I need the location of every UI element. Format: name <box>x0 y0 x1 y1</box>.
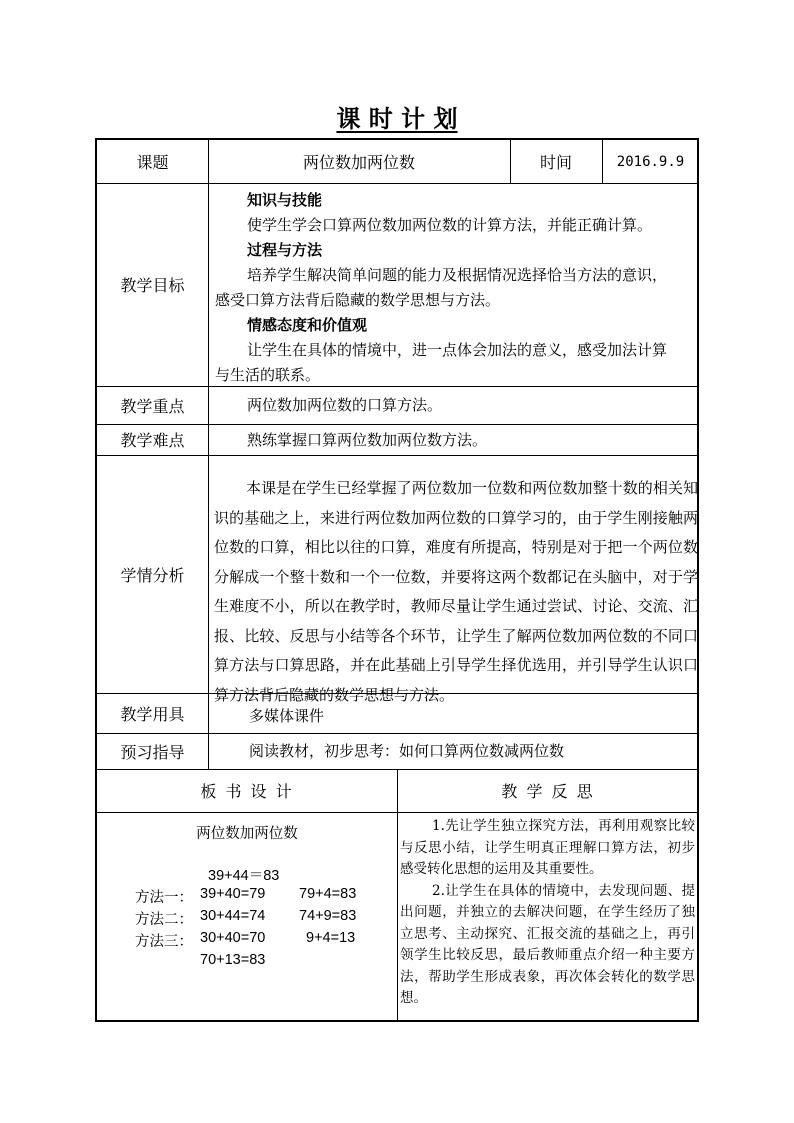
goal-text: 培养学生解决简单问题的能力及根据情况选择恰当方法的意识， <box>247 266 668 284</box>
lesson-plan-table <box>95 138 699 1022</box>
topic-value: 两位数加两位数 <box>302 153 415 172</box>
difficulty-value: 熟练掌握口算两位数加两位数方法。 <box>247 431 488 449</box>
tools-label: 教学用具 <box>120 704 185 724</box>
reflection-content <box>400 816 695 1010</box>
method-label: 方法二： <box>135 912 193 928</box>
goal-text: 使学生学会口算两位数加两位数的计算方法，并能正确计算。 <box>247 216 653 234</box>
method-step: 79+4=83 <box>299 886 357 902</box>
time-label: 时间 <box>539 153 572 172</box>
goals-label: 教学目标 <box>120 276 185 295</box>
preview-value: 阅读教材，初步思考：如何口算两位数减两位数 <box>249 742 565 760</box>
key-point-label: 教学重点 <box>120 396 185 416</box>
method-step: 74+9=83 <box>299 908 357 924</box>
reflection-header: 教 学 反 思 <box>501 782 595 801</box>
goals-content <box>215 188 695 388</box>
goal-heading: 知识与技能 <box>247 191 323 209</box>
reflection-paragraph: 2.让学生在具体的情境中，去发现问题、提出问题，并独立的去解决问题，在学生经历了独立思考、主动探究、汇报交流的基础之上，再引领学生比较反思，最后教师重点介绍一种主要方法，帮助学生形成表象，再次体会转化的数学思想。 <box>400 882 695 1006</box>
reflection-paragraph: 1.先让学生独立探究方法，再利用观察比较与反思小结，让学生明真正理解口算方法，初步感受转化思想的运用及其重要性。 <box>400 818 695 877</box>
board-title: 两位数加两位数 <box>196 826 298 842</box>
goal-text: 与生活的联系。 <box>215 366 321 384</box>
goal-heading: 情感态度和价值观 <box>247 316 368 334</box>
goal-text: 感受口算方法背后隐藏的数学思想与方法。 <box>215 291 501 309</box>
page-title: 课 时 计 划 <box>336 104 458 133</box>
board-header: 板 书 设 计 <box>200 782 294 801</box>
tools-value: 多媒体课件 <box>249 707 325 725</box>
method-step: 70+13=83 <box>200 952 266 968</box>
topic-label: 课题 <box>136 153 169 172</box>
method-step: 30+40=70 <box>200 930 266 946</box>
goal-text: 让学生在具体的情境中，进一点体会加法的意义，感受加法计算 <box>247 341 668 359</box>
method-step: 9+4=13 <box>306 930 356 946</box>
key-point-value: 两位数加两位数的口算方法。 <box>247 396 443 414</box>
method-label: 方法一： <box>135 890 193 906</box>
analysis-text: 本课是在学生已经掌握了两位数加一位数和两位数加整十数的相关知识的基础之上，来进行两位数加两位数的口算学习的，由于学生刚接触两位数的口算，相比以往的口算，难度有所提高，特别是对于把一个两位数分解成一个整十数和一个一位数，并要将这两个数都记在头脑中，对于学生难度不小，所以在教学时，教师尽量让学生通过尝试、讨论、交流、汇报、比较、反思与小结等各个环节，让学生了解两位数加两位数的不同口算方法与口算思路，并在此基础上引导学生择优选用，并引导学生认识口算方法背后隐藏的数学思想与方法。 <box>214 479 698 704</box>
method-step: 30+44=74 <box>200 908 266 924</box>
board-design <box>97 812 397 1022</box>
goal-heading: 过程与方法 <box>247 241 323 259</box>
board-equation: 39+44＝83 <box>208 868 280 884</box>
preview-label: 预习指导 <box>120 742 185 762</box>
method-step: 39+40=79 <box>200 886 266 902</box>
time-value: 2016.9.9 <box>616 153 685 170</box>
method-label: 方法三： <box>135 934 193 950</box>
difficulty-label: 教学难点 <box>120 431 185 450</box>
analysis-label: 学情分析 <box>120 565 185 585</box>
